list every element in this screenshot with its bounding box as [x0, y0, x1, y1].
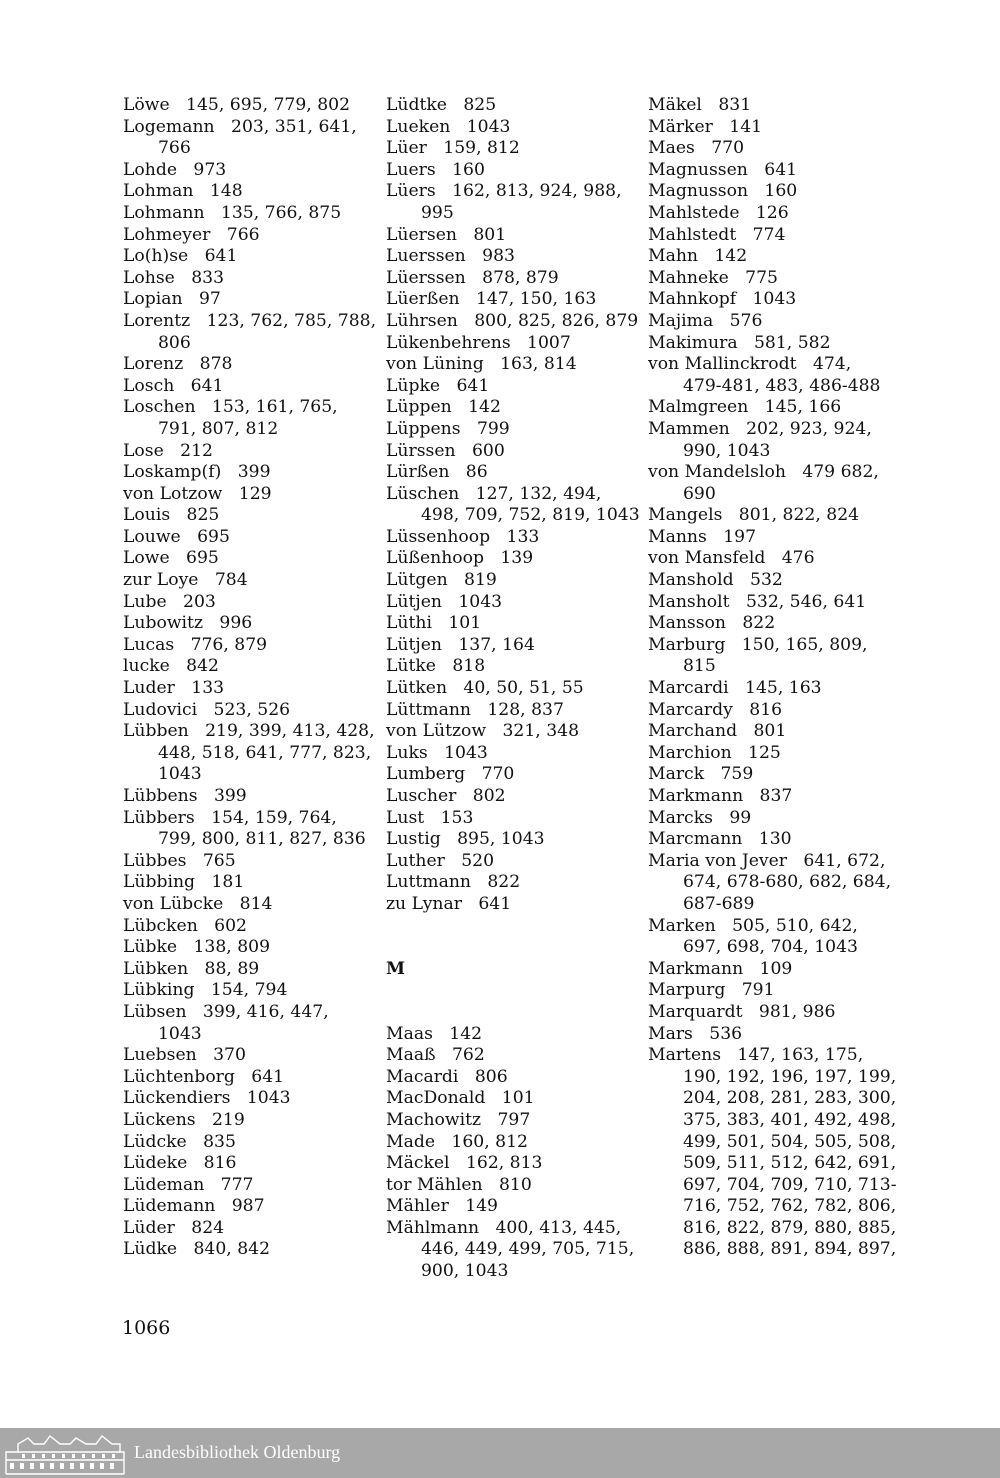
index-entry: Lückendiers 1043 — [123, 1088, 291, 1109]
index-entry: Mahlstede 126 — [648, 202, 789, 223]
index-entry: Lütjen 1043 — [386, 591, 503, 612]
index-entry: Lüpke 641 — [386, 375, 490, 396]
index-entry: Lübsen 399, 416, 447, — [123, 1001, 329, 1022]
index-entry: 816, 822, 879, 880, 885, — [683, 1217, 897, 1238]
index-entry: Lüder 824 — [123, 1217, 225, 1238]
index-entry: Mahneke 775 — [648, 267, 778, 288]
index-entry: Lüdeke 816 — [123, 1153, 237, 1174]
index-entry: Lübbens 399 — [123, 786, 247, 806]
index-entry: Lohman 148 — [123, 181, 243, 202]
index-entry: Lübking 154, 794 — [123, 980, 288, 1001]
index-entry: Lürßen 86 — [386, 462, 488, 483]
index-entry: Lübcken 602 — [123, 915, 247, 936]
index-entry: Lütjen 137, 164 — [386, 634, 535, 655]
index-entry: Lükenbehrens 1007 — [386, 332, 571, 353]
index-entry: von Lotzow 129 — [123, 483, 272, 504]
index-entry: 375, 383, 401, 492, 498, — [683, 1109, 897, 1130]
index-entry: 766 — [158, 138, 191, 159]
index-entry: Luers 160 — [386, 159, 485, 180]
index-entry: Lohse 833 — [123, 267, 225, 288]
index-entry: Mählmann 400, 413, 445, — [386, 1217, 622, 1238]
index-entry: von Lützow 321, 348 — [386, 721, 580, 742]
section-gap — [386, 980, 636, 1023]
index-entry: Malmgreen 145, 166 — [648, 397, 842, 418]
index-entry: Martens 147, 163, 175, — [648, 1045, 864, 1066]
index-entry: Lube 203 — [123, 591, 216, 612]
index-entry: tor Mählen 810 — [386, 1174, 532, 1195]
index-entry: 479-481, 483, 486-488 — [683, 375, 881, 396]
index-entry: Mahlstedt 774 — [648, 224, 786, 245]
index-entry: Lopian 97 — [123, 289, 221, 310]
index-entry: 900, 1043 — [421, 1261, 509, 1282]
index-entry: 499, 501, 504, 505, 508, — [683, 1131, 897, 1152]
index-entry: lucke 842 — [123, 656, 219, 677]
index-entry: Mansson 822 — [648, 613, 776, 634]
index-entry: Lübben 219, 399, 413, 428, — [123, 721, 375, 742]
index-entry: 190, 192, 196, 197, 199, — [683, 1066, 897, 1087]
index-entry: 697, 698, 704, 1043 — [683, 937, 858, 958]
index-entry: MacDonald 101 — [386, 1088, 535, 1109]
index-entry: Marcks 99 — [648, 807, 752, 828]
index-entry: Lüßenhoop 139 — [386, 548, 534, 569]
index-entry: Lüppen 142 — [386, 397, 501, 418]
index-entry: Lohmann 135, 766, 875 — [123, 202, 342, 223]
index-column-3 — [648, 95, 898, 1261]
index-entry: Ludovici 523, 526 — [123, 699, 291, 720]
index-entry: 446, 449, 499, 705, 715, — [421, 1239, 635, 1260]
index-entry: Marcmann 130 — [648, 829, 792, 850]
index-entry: Markmann 109 — [648, 958, 793, 979]
index-entry: 1043 — [158, 1023, 202, 1044]
index-entry: von Mansfeld 476 — [648, 548, 815, 569]
index-entry: Lowe 695 — [123, 548, 219, 569]
index-entry: Lüdemann 987 — [123, 1196, 265, 1217]
index-entry: Manshold 532 — [648, 570, 783, 591]
library-name: Landesbibliothek Oldenburg — [134, 1442, 341, 1462]
index-entry: Luther 520 — [386, 850, 495, 871]
index-entry: Lose 212 — [123, 440, 213, 461]
index-entry: von Lüning 163, 814 — [386, 354, 577, 375]
index-entry: Lüppens 799 — [386, 418, 510, 439]
index-entry: Lütgen 819 — [386, 570, 497, 591]
index-entry: 716, 752, 762, 782, 806, — [683, 1196, 897, 1217]
index-entry: Luscher 802 — [386, 786, 506, 806]
index-entry: 990, 1043 — [683, 440, 771, 461]
footer-bar — [0, 1428, 1000, 1478]
index-entry: Loschen 153, 161, 765, — [123, 397, 338, 418]
index-entry: Mahnkopf 1043 — [648, 289, 797, 310]
index-entry: Marchand 801 — [648, 721, 787, 742]
index-entry: Machowitz 797 — [386, 1109, 531, 1130]
index-entry: Lütke 818 — [386, 656, 486, 677]
section-letter-heading: M — [386, 958, 406, 979]
index-entry: Maas 142 — [386, 1023, 483, 1044]
index-entry: Louwe 695 — [123, 526, 230, 547]
index-entry: Luebsen 370 — [123, 1045, 246, 1066]
index-entry: Lüers 162, 813, 924, 988, — [386, 181, 622, 202]
index-entry: Lust 153 — [386, 807, 474, 828]
index-entry: Lueken 1043 — [386, 116, 511, 137]
index-entry: zur Loye 784 — [123, 570, 248, 591]
index-entry: Lückens 219 — [123, 1109, 245, 1130]
index-entry: Mangels 801, 822, 824 — [648, 505, 860, 526]
index-entry: von Lübcke 814 — [123, 893, 273, 914]
index-entry: zu Lynar 641 — [386, 893, 512, 914]
index-entry: Magnussen 641 — [648, 159, 798, 180]
index-entry: Lüssenhoop 133 — [386, 526, 540, 547]
index-entry: Loskamp(f) 399 — [123, 462, 271, 483]
index-entry: Lüttmann 128, 837 — [386, 699, 564, 720]
index-entry: Lüschen 127, 132, 494, — [386, 483, 602, 504]
index-entry: Lübken 88, 89 — [123, 958, 260, 979]
index-entry: Luttmann 822 — [386, 872, 521, 893]
index-entry: Luerssen 983 — [386, 246, 515, 267]
page-number: 1066 — [122, 1317, 171, 1339]
index-entry: Lüdke 840, 842 — [123, 1239, 271, 1260]
index-entry: Lo(h)se 641 — [123, 246, 238, 267]
index-entry: Lührsen 800, 825, 826, 879 — [386, 310, 639, 331]
index-entry: 448, 518, 641, 777, 823, — [158, 742, 372, 763]
index-entry: 687-689 — [683, 893, 755, 914]
index-column-2 — [386, 95, 640, 1283]
index-entry: Makimura 581, 582 — [648, 332, 831, 353]
index-entry: Lübbing 181 — [123, 872, 245, 893]
index-entry: 697, 704, 709, 710, 713- — [683, 1174, 897, 1195]
index-entry: Macardi 806 — [386, 1066, 508, 1087]
index-entry: Maria von Jever 641, 672, — [648, 850, 886, 871]
index-entry: Marck 759 — [648, 764, 754, 785]
index-entry: Markmann 837 — [648, 786, 793, 806]
index-entry: 498, 709, 752, 819, 1043 — [421, 505, 640, 526]
index-entry: Marchion 125 — [648, 742, 781, 763]
index-entry: Mansholt 532, 546, 641 — [648, 591, 867, 612]
index-entry: 509, 511, 512, 642, 691, — [683, 1153, 897, 1174]
index-entry: Lorentz 123, 762, 785, 788, — [123, 310, 377, 331]
index-entry: Lübbes 765 — [123, 850, 236, 871]
index-entry: Lübke 138, 809 — [123, 937, 271, 958]
index-entry: Lustig 895, 1043 — [386, 829, 545, 850]
index-entry: Lohde 973 — [123, 159, 227, 180]
index-entry: von Mallinckrodt 474, — [648, 354, 852, 375]
index-entry: Lüerßen 147, 150, 163 — [386, 289, 597, 310]
index-entry: Losch 641 — [123, 375, 224, 396]
index-entry: 690 — [683, 483, 716, 504]
index-entry: Luks 1043 — [386, 742, 488, 763]
index-entry: Marcardi 145, 163 — [648, 678, 822, 699]
index-entry: 791, 807, 812 — [158, 418, 279, 439]
index-entry: Lübbers 154, 159, 764, — [123, 807, 337, 828]
index-entry: Lubowitz 996 — [123, 613, 253, 634]
index-column-1 — [123, 95, 377, 1261]
index-entry: Löwe 145, 695, 779, 802 — [123, 95, 351, 115]
index-entry: Marken 505, 510, 642, — [648, 915, 858, 936]
index-entry: Mahn 142 — [648, 246, 748, 267]
index-entry: Lüerssen 878, 879 — [386, 267, 559, 288]
index-entry: Lüdcke 835 — [123, 1131, 236, 1152]
index-entry: 204, 208, 281, 283, 300, — [683, 1088, 897, 1109]
index-entry: Mäckel 162, 813 — [386, 1153, 543, 1174]
index-entry: 1043 — [158, 764, 202, 785]
index-entry: Mähler 149 — [386, 1196, 498, 1217]
index-entry: Maes 770 — [648, 138, 745, 159]
index-entry: Lütken 40, 50, 51, 55 — [386, 678, 584, 699]
index-entry: Lüdtke 825 — [386, 95, 497, 115]
index-entry: Mäkel 831 — [648, 95, 752, 115]
index-entry: Lüersen 801 — [386, 224, 507, 245]
index-entry: von Mandelsloh 479 682, — [648, 462, 879, 483]
index-entry: Maaß 762 — [386, 1045, 485, 1066]
index-entry: Marpurg 791 — [648, 980, 775, 1001]
index-entry: Lumberg 770 — [386, 764, 515, 785]
index-entry: Lüchtenborg 641 — [123, 1066, 285, 1087]
index-entry: Lüdeman 777 — [123, 1174, 254, 1195]
index-entry: 799, 800, 811, 827, 836 — [158, 829, 366, 850]
index-entry: 815 — [683, 656, 716, 677]
index-entry: 806 — [158, 332, 191, 353]
index-entry: Lucas 776, 879 — [123, 634, 268, 655]
index-entry: Marcardy 816 — [648, 699, 783, 720]
index-entry: 995 — [421, 202, 454, 223]
index-entry: Majima 576 — [648, 310, 763, 331]
index-entry: Mars 536 — [648, 1023, 743, 1044]
index-entry: 886, 888, 891, 894, 897, — [683, 1239, 897, 1260]
index-entry: Lohmeyer 766 — [123, 224, 260, 245]
index-entry: 674, 678-680, 682, 684, — [683, 872, 892, 893]
index-entry: Marquardt 981, 986 — [648, 1001, 836, 1022]
library-building-icon — [4, 1430, 126, 1476]
index-entry: Louis 825 — [123, 505, 220, 526]
index-entry: Märker 141 — [648, 116, 763, 137]
index-entry: Logemann 203, 351, 641, — [123, 116, 357, 137]
index-entry: Lorenz 878 — [123, 354, 233, 375]
index-entry: Made 160, 812 — [386, 1131, 528, 1152]
index-entry: Lüthi 101 — [386, 613, 482, 634]
index-entry: Lüer 159, 812 — [386, 138, 520, 159]
index-entry: Manns 197 — [648, 526, 757, 547]
index-entry: Lürssen 600 — [386, 440, 505, 461]
index-entry: Marburg 150, 165, 809, — [648, 634, 868, 655]
section-gap — [386, 916, 636, 959]
index-entry: Mammen 202, 923, 924, — [648, 418, 872, 439]
index-entry: Magnusson 160 — [648, 181, 798, 202]
index-entry: Luder 133 — [123, 678, 225, 699]
